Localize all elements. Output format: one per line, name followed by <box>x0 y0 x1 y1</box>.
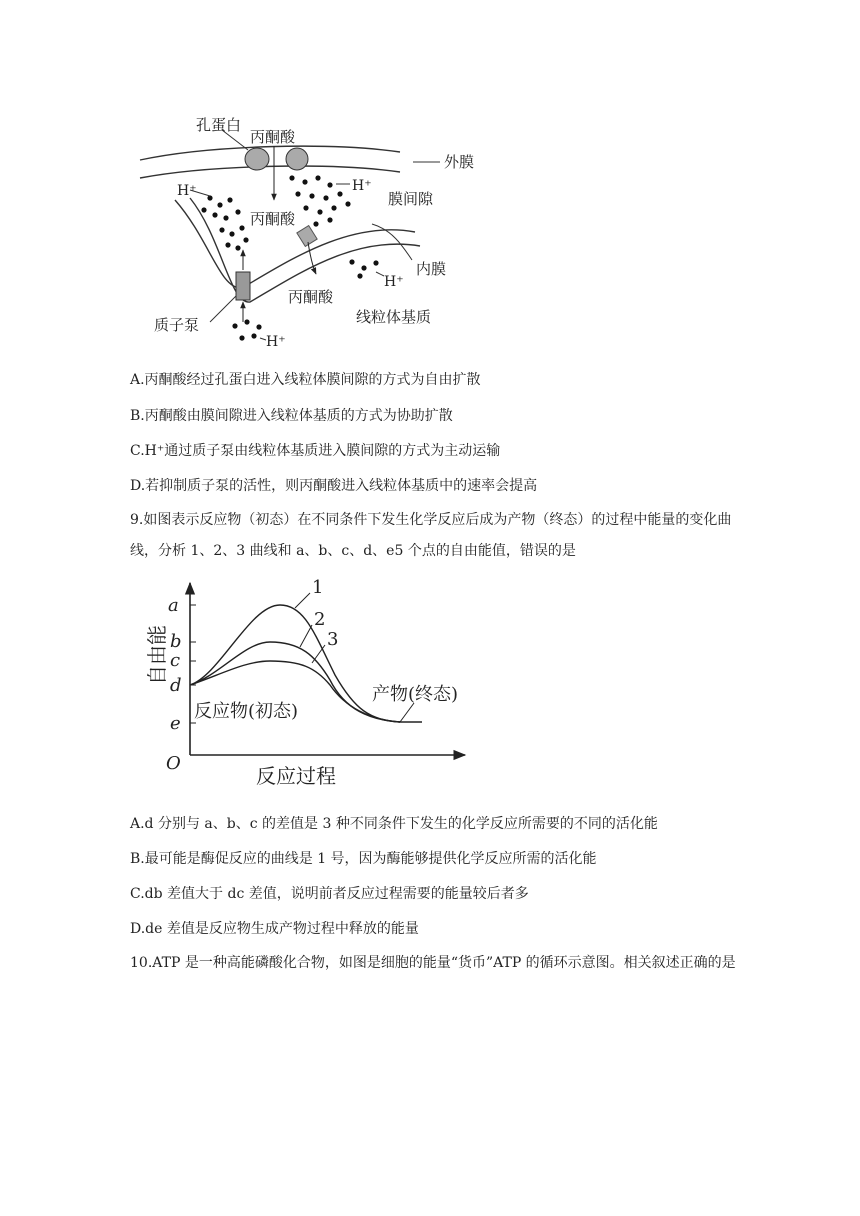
q9-option-b: B.最可能是酶促反应的曲线是 1 号，因为酶能够提供化学反应所需的活化能 <box>130 851 597 867</box>
q8-option-c: C.H⁺通过质子泵由线粒体基质进入膜间隙的方式为主动运输 <box>130 443 501 459</box>
point-c: c <box>170 650 181 671</box>
label-intermembrane: 膜间隙 <box>388 190 434 208</box>
porin-protein <box>286 148 308 170</box>
q9-option-c: C.db 差值大于 dc 差值，说明前者反应过程需要的能量较后者多 <box>130 886 529 902</box>
origin-label: O <box>166 753 181 774</box>
q9-option-d: D.de 差值是反应物生成产物过程中释放的能量 <box>130 921 419 937</box>
free-energy-figure <box>145 575 480 790</box>
q8-option-a: A.丙酮酸经过孔蛋白进入线粒体膜间隙的方式为自由扩散 <box>130 372 481 388</box>
mitochondrion-figure <box>130 100 480 360</box>
label-h-left: H⁺ <box>177 183 197 199</box>
proton-dots-bottom <box>232 319 261 340</box>
x-axis-label: 反应过程 <box>256 764 336 788</box>
label-inner-membrane: 内膜 <box>416 260 447 278</box>
proton-dots-inner <box>349 259 378 278</box>
curve-2-label: 2 <box>314 609 326 630</box>
label-h-inner: H⁺ <box>384 274 404 290</box>
point-d: d <box>170 675 182 696</box>
porin-protein <box>245 148 269 170</box>
outer-membrane-upper <box>140 146 400 160</box>
proton-dots-right <box>289 175 350 226</box>
label-outer-membrane: 外膜 <box>444 153 475 171</box>
point-a: a <box>168 595 179 616</box>
label-h-right: H⁺ <box>352 178 372 194</box>
outer-membrane-lower <box>140 166 400 178</box>
label-h-bottom: H⁺ <box>266 334 286 350</box>
label-proton-pump: 质子泵 <box>154 316 200 334</box>
proton-dots-left <box>201 195 248 250</box>
pyruvate-transporter <box>297 226 317 247</box>
point-b: b <box>170 631 182 652</box>
product-label: 产物(终态) <box>372 684 459 705</box>
label-pyruvate-bottom: 丙酮酸 <box>288 288 334 306</box>
curve-1-label: 1 <box>312 577 324 598</box>
q8-option-d: D.若抑制质子泵的活性，则丙酮酸进入线粒体基质中的速率会提高 <box>130 478 538 494</box>
q10-stem: 10.ATP 是一种高能磷酸化合物，如图是细胞的能量“货币”ATP 的循环示意图。相关叙述正确的是 <box>130 955 736 971</box>
y-axis-label: 自由能 <box>145 625 169 685</box>
q9-option-a: A.d 分别与 a、b、c 的差值是 3 种不同条件下发生的化学反应所需要的不同的活化能 <box>130 816 658 832</box>
label-porin: 孔蛋白 <box>196 116 242 134</box>
label-matrix: 线粒体基质 <box>356 308 432 326</box>
q8-option-b: B.丙酮酸由膜间隙进入线粒体基质的方式为协助扩散 <box>130 408 453 424</box>
curve-3-label: 3 <box>327 629 339 650</box>
label-pyruvate-mid: 丙酮酸 <box>250 210 296 228</box>
reactant-label: 反应物(初态) <box>194 701 299 722</box>
q9-stem: 9.如图表示反应物（初态）在不同条件下发生化学反应后成为产物（终态）的过程中能量的变化曲线，分析 1、2、3 曲线和 a、b、c、d、e5 个点的自由能值，错误的是 <box>130 512 732 559</box>
label-pyruvate-top: 丙酮酸 <box>250 128 296 146</box>
proton-pump <box>236 272 250 300</box>
point-e: e <box>170 713 181 734</box>
